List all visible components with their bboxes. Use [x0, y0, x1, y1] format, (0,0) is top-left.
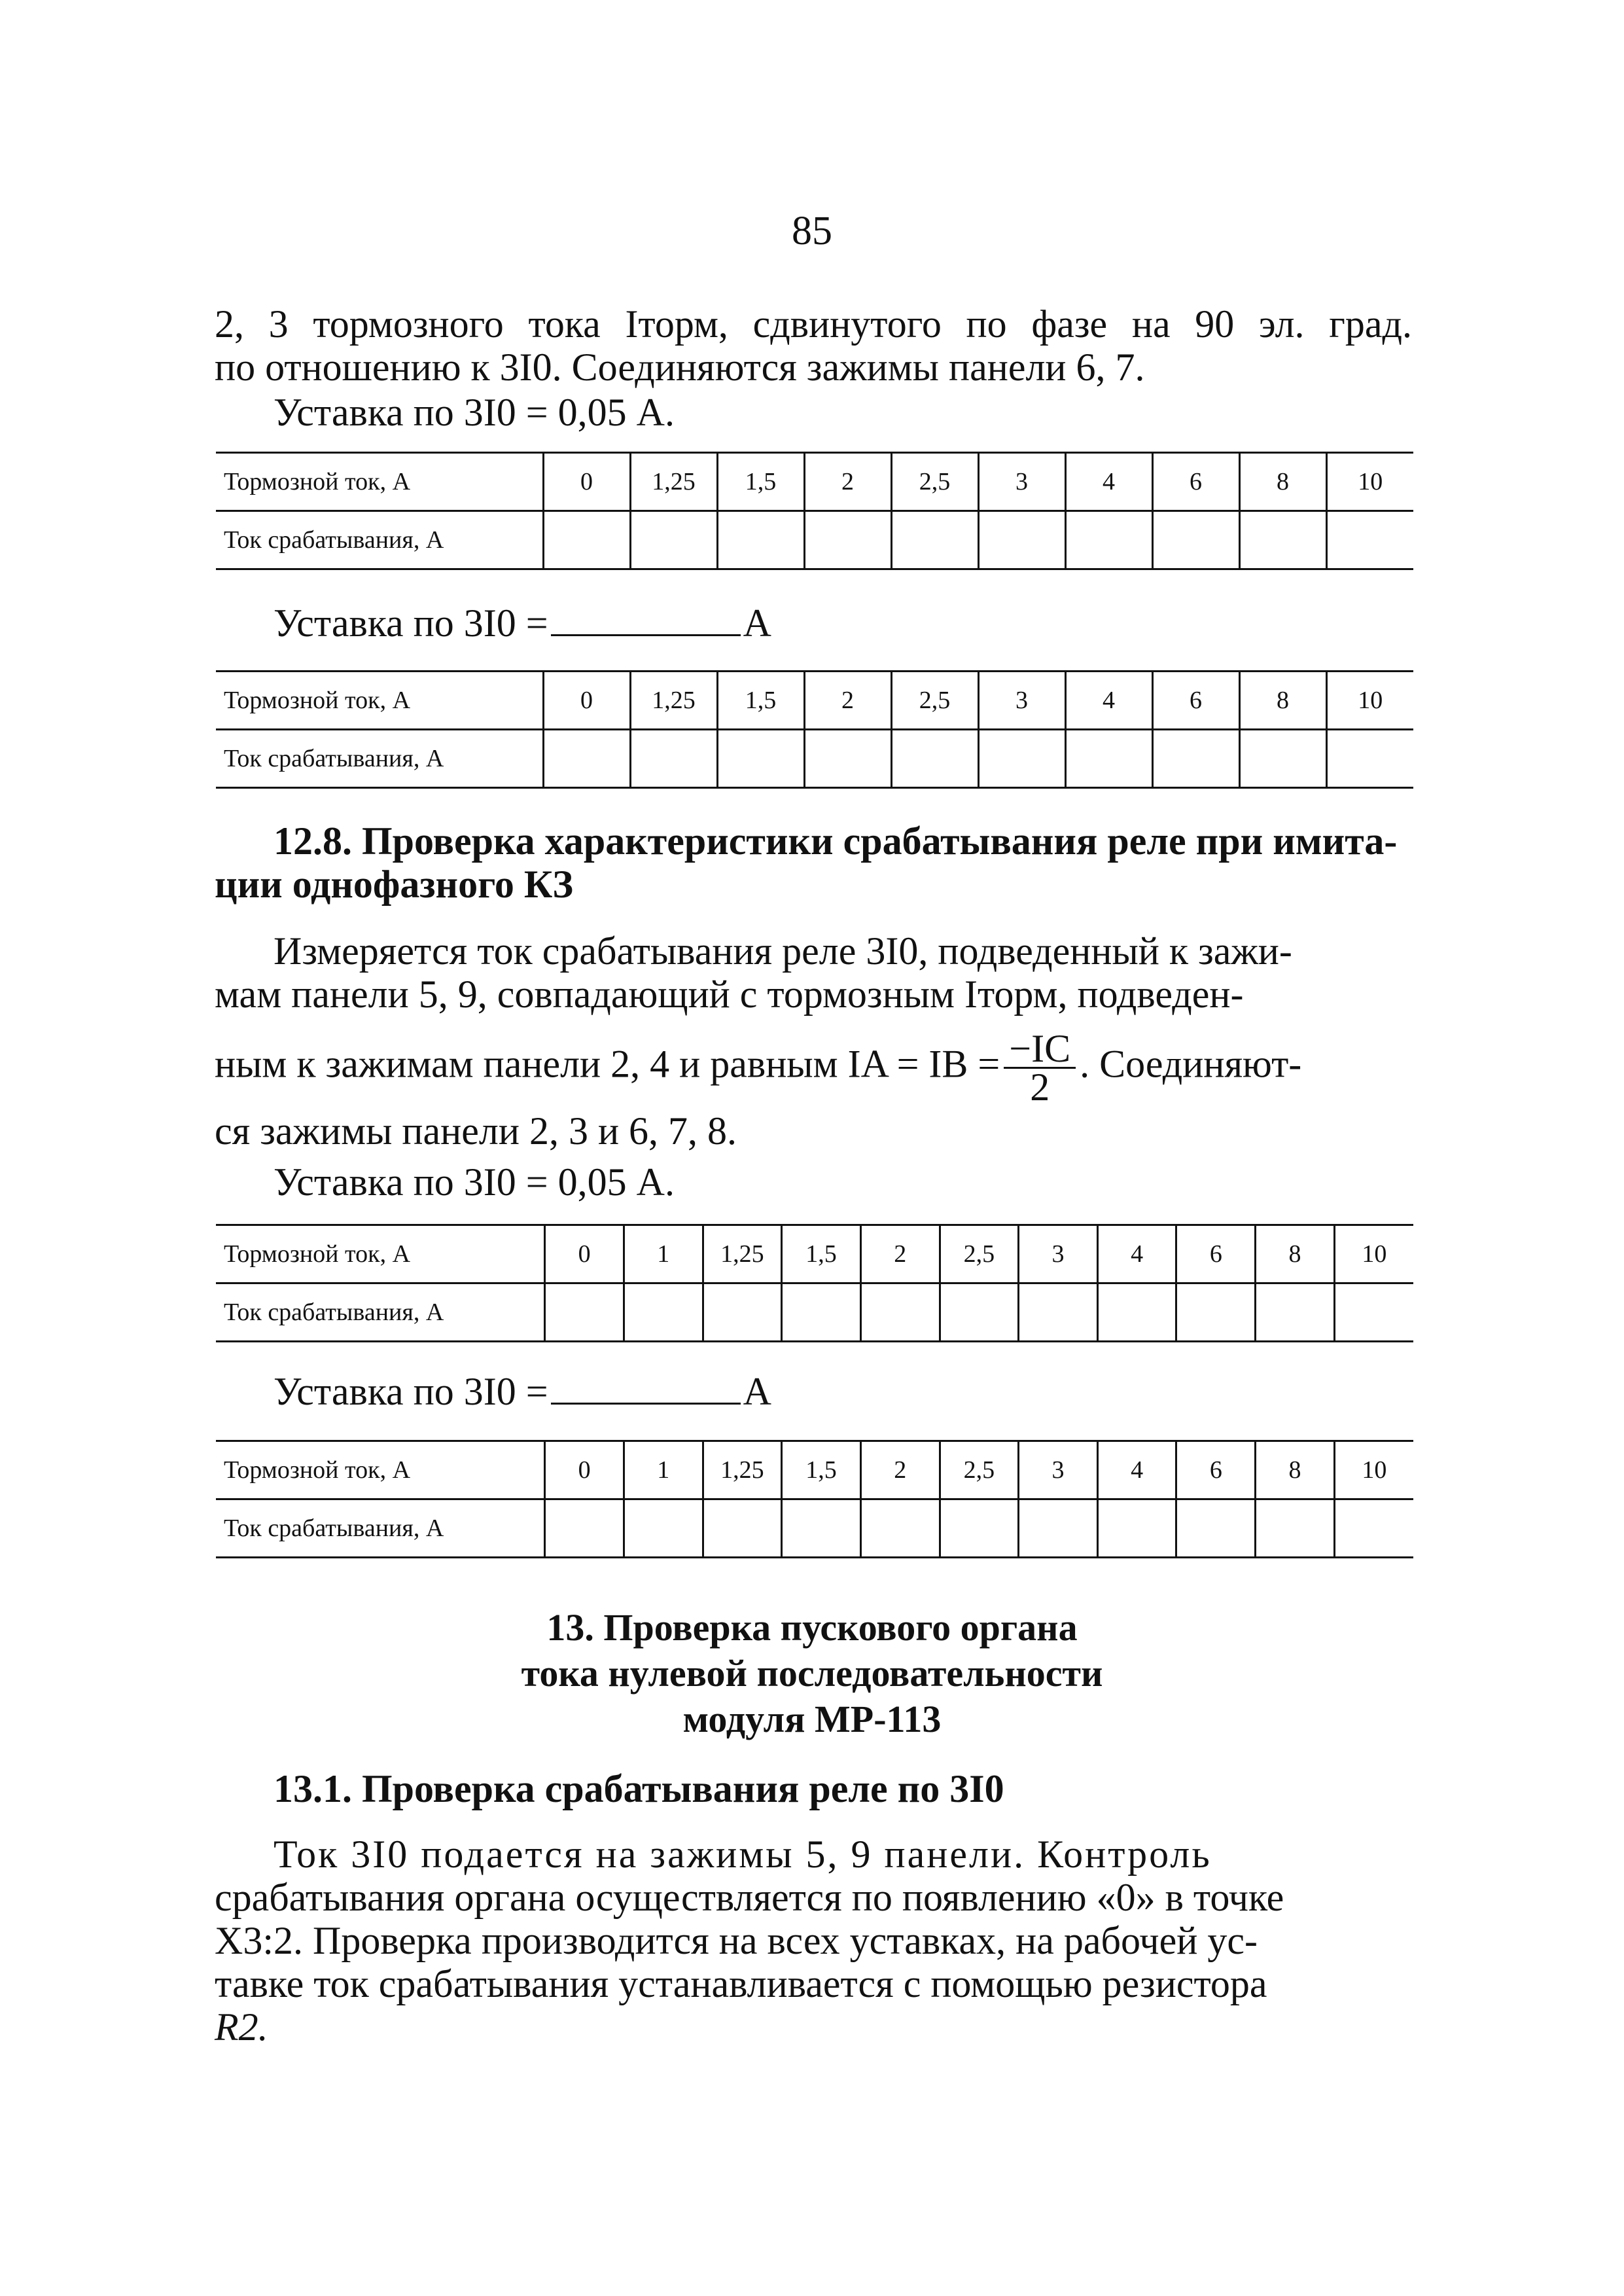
table-d — [216, 1440, 1413, 1558]
table-cell-value: 1 — [624, 1225, 703, 1283]
fraction-denominator: 2 — [1030, 1066, 1050, 1109]
table-row-pickup-current — [216, 1499, 1413, 1558]
intro-line-1: 2, 3 тормозного тока Iторм, сдвинутого по фазе на 90 эл. град. — [215, 302, 1412, 346]
table-cell-empty — [1065, 730, 1152, 788]
body-12-8 — [215, 929, 1412, 1153]
table-cell-value: 3 — [1019, 1441, 1098, 1499]
section-13-line-1: 13. Проверка пускового органа — [546, 1606, 1078, 1649]
section-12-8-line-2: ции однофазного КЗ — [215, 863, 574, 906]
table-cell-empty — [1097, 1499, 1176, 1558]
table-cell-value: 10 — [1326, 453, 1413, 511]
fraction-ic-over-2 — [1004, 1027, 1076, 1109]
body-13-1-line-3: Х3:2. Проверка производится на всех уставках, на рабочей ус- — [215, 1919, 1258, 1962]
table-cell-value: 3 — [1019, 1225, 1098, 1283]
intro-paragraph — [215, 302, 1412, 389]
setting-blank-2-suffix: А — [743, 1370, 771, 1413]
table-cell-empty — [1239, 730, 1326, 788]
table-cell-empty — [1334, 1283, 1413, 1342]
table-cell-value: 0 — [543, 672, 630, 730]
setting-blank-2 — [274, 1369, 771, 1414]
table-cell-empty — [782, 1283, 861, 1342]
section-12-8-line-1: 12.8. Проверка характеристики срабатывания реле при имита- — [274, 819, 1398, 863]
table-cell-value: 2,5 — [891, 453, 978, 511]
table-cell-value: 6 — [1176, 1225, 1256, 1283]
row-label: Ток срабатывания, А — [216, 1499, 545, 1558]
table-cell-value: 2 — [804, 672, 891, 730]
table-cell-value: 1,25 — [703, 1225, 782, 1283]
setting-blank-1 — [274, 601, 771, 646]
table-cell-empty — [891, 730, 978, 788]
table-cell-empty — [1065, 511, 1152, 569]
body-12-8-line-3a: ным к зажимам панели 2, 4 и равным IA = IB = — [215, 1042, 1000, 1086]
table-cell-value: 10 — [1326, 672, 1413, 730]
table-cell-empty — [860, 1499, 940, 1558]
table-row-braking-current — [216, 1441, 1413, 1499]
section-13-heading — [0, 1605, 1624, 1742]
page-number: 85 — [792, 209, 832, 253]
table-cell-empty — [703, 1283, 782, 1342]
row-label: Тормозной ток, А — [216, 672, 543, 730]
table-cell-value: 4 — [1097, 1225, 1176, 1283]
table-cell-empty — [978, 511, 1065, 569]
table-cell-value: 2,5 — [940, 1441, 1019, 1499]
body-12-8-line-3b: . Соединяют- — [1080, 1042, 1302, 1086]
table-cell-value: 1,25 — [703, 1441, 782, 1499]
table-cell-value: 1,5 — [782, 1225, 861, 1283]
table-cell-value: 8 — [1239, 672, 1326, 730]
body-12-8-line-1: Измеряется ток срабатывания реле 3I0, подведенный к зажи- — [274, 929, 1292, 973]
setting-blank-1-field — [551, 603, 741, 636]
table-cell-empty — [717, 730, 804, 788]
table-cell-empty — [1239, 511, 1326, 569]
table-cell-empty — [545, 1283, 624, 1342]
table-cell-empty — [1019, 1499, 1098, 1558]
table-cell-empty — [630, 730, 717, 788]
body-13-1-line-5: R2. — [215, 2005, 268, 2049]
table-cell-empty — [624, 1499, 703, 1558]
table-row-braking-current — [216, 1225, 1413, 1283]
table-cell-value: 8 — [1256, 1441, 1335, 1499]
table-a — [216, 452, 1413, 570]
setting-blank-2-field — [551, 1371, 741, 1405]
section-12-8-heading — [215, 819, 1398, 906]
table-cell-empty — [717, 511, 804, 569]
table-cell-value: 1,5 — [782, 1441, 861, 1499]
table-cell-empty — [1256, 1283, 1335, 1342]
table-b — [216, 670, 1413, 789]
setting-blank-2-prefix: Уставка по 3I0 = — [274, 1370, 548, 1413]
table-cell-empty — [1326, 730, 1413, 788]
table-cell-empty — [1326, 511, 1413, 569]
table-cell-empty — [940, 1499, 1019, 1558]
body-13-1 — [215, 1833, 1412, 2049]
table-cell-value: 1,5 — [717, 453, 804, 511]
table-cell-empty — [1152, 511, 1239, 569]
table-row-braking-current — [216, 672, 1413, 730]
row-label: Ток срабатывания, А — [216, 511, 543, 569]
table-cell-value: 1 — [624, 1441, 703, 1499]
section-13-1-heading: 13.1. Проверка срабатывания реле по 3I0 — [274, 1767, 1004, 1810]
row-label: Тормозной ток, А — [216, 1441, 545, 1499]
table-cell-value: 6 — [1152, 672, 1239, 730]
body-13-1-line-4: тавке ток срабатывания устанавливается с помощью резистора — [215, 1962, 1267, 2005]
intro-line-2: по отношению к 3I0. Соединяются зажимы панели 6, 7. — [215, 346, 1145, 389]
body-13-1-line-2: срабатывания органа осуществляется по появлению «0» в точке — [215, 1876, 1284, 1919]
table-cell-value: 2,5 — [891, 672, 978, 730]
setting-blank-1-prefix: Уставка по 3I0 = — [274, 601, 548, 645]
table-cell-value: 6 — [1152, 453, 1239, 511]
table-c — [216, 1224, 1413, 1342]
table-cell-value: 2 — [860, 1441, 940, 1499]
table-cell-empty — [1176, 1283, 1256, 1342]
table-row-pickup-current — [216, 730, 1413, 788]
table-cell-empty — [545, 1499, 624, 1558]
table-cell-value: 1,5 — [717, 672, 804, 730]
section-13-line-3: модуля МР-113 — [682, 1698, 942, 1740]
table-cell-empty — [978, 730, 1065, 788]
table-cell-value: 2,5 — [940, 1225, 1019, 1283]
body-13-1-line-1: Ток 3I0 подается на зажимы 5, 9 панели. Контроль — [274, 1833, 1212, 1876]
setting-fixed-2: Уставка по 3I0 = 0,05 А. — [274, 1160, 675, 1204]
table-row-pickup-current — [216, 511, 1413, 569]
table-cell-value: 2 — [860, 1225, 940, 1283]
table-cell-value: 1,25 — [630, 672, 717, 730]
table-cell-value: 8 — [1256, 1225, 1335, 1283]
table-cell-empty — [1019, 1283, 1098, 1342]
table-cell-value: 1,25 — [630, 453, 717, 511]
table-cell-value: 10 — [1334, 1441, 1413, 1499]
table-cell-value: 4 — [1097, 1441, 1176, 1499]
table-cell-empty — [1152, 730, 1239, 788]
row-label: Тормозной ток, А — [216, 453, 543, 511]
body-12-8-line-2: мам панели 5, 9, совпадающий с тормозным Iторм, подведен- — [215, 973, 1244, 1016]
table-cell-empty — [782, 1499, 861, 1558]
table-cell-empty — [624, 1283, 703, 1342]
table-cell-value: 0 — [545, 1225, 624, 1283]
table-cell-empty — [1256, 1499, 1335, 1558]
row-label: Тормозной ток, А — [216, 1225, 545, 1283]
row-label: Ток срабатывания, А — [216, 1283, 545, 1342]
table-cell-empty — [860, 1283, 940, 1342]
table-cell-value: 2 — [804, 453, 891, 511]
table-cell-empty — [804, 511, 891, 569]
table-cell-empty — [543, 730, 630, 788]
row-label: Ток срабатывания, А — [216, 730, 543, 788]
table-cell-value: 6 — [1176, 1441, 1256, 1499]
table-cell-value: 8 — [1239, 453, 1326, 511]
table-cell-empty — [630, 511, 717, 569]
table-cell-value: 3 — [978, 672, 1065, 730]
table-cell-empty — [891, 511, 978, 569]
table-cell-empty — [543, 511, 630, 569]
table-cell-value: 10 — [1334, 1225, 1413, 1283]
setting-blank-1-suffix: А — [743, 601, 771, 645]
table-cell-empty — [703, 1499, 782, 1558]
table-row-pickup-current — [216, 1283, 1413, 1342]
table-cell-value: 0 — [543, 453, 630, 511]
table-cell-empty — [1097, 1283, 1176, 1342]
table-cell-empty — [804, 730, 891, 788]
table-cell-empty — [1176, 1499, 1256, 1558]
table-cell-empty — [1334, 1499, 1413, 1558]
table-cell-value: 4 — [1065, 672, 1152, 730]
table-row-braking-current — [216, 453, 1413, 511]
table-cell-value: 0 — [545, 1441, 624, 1499]
table-cell-empty — [940, 1283, 1019, 1342]
section-13-line-2: тока нулевой последовательности — [521, 1652, 1103, 1695]
table-cell-value: 3 — [978, 453, 1065, 511]
body-12-8-line-3 — [215, 1027, 1412, 1109]
fraction-numerator: −IC — [1004, 1030, 1076, 1069]
body-12-8-line-4: ся зажимы панели 2, 3 и 6, 7, 8. — [215, 1109, 737, 1153]
table-cell-value: 4 — [1065, 453, 1152, 511]
setting-fixed-1: Уставка по 3I0 = 0,05 А. — [274, 391, 675, 434]
